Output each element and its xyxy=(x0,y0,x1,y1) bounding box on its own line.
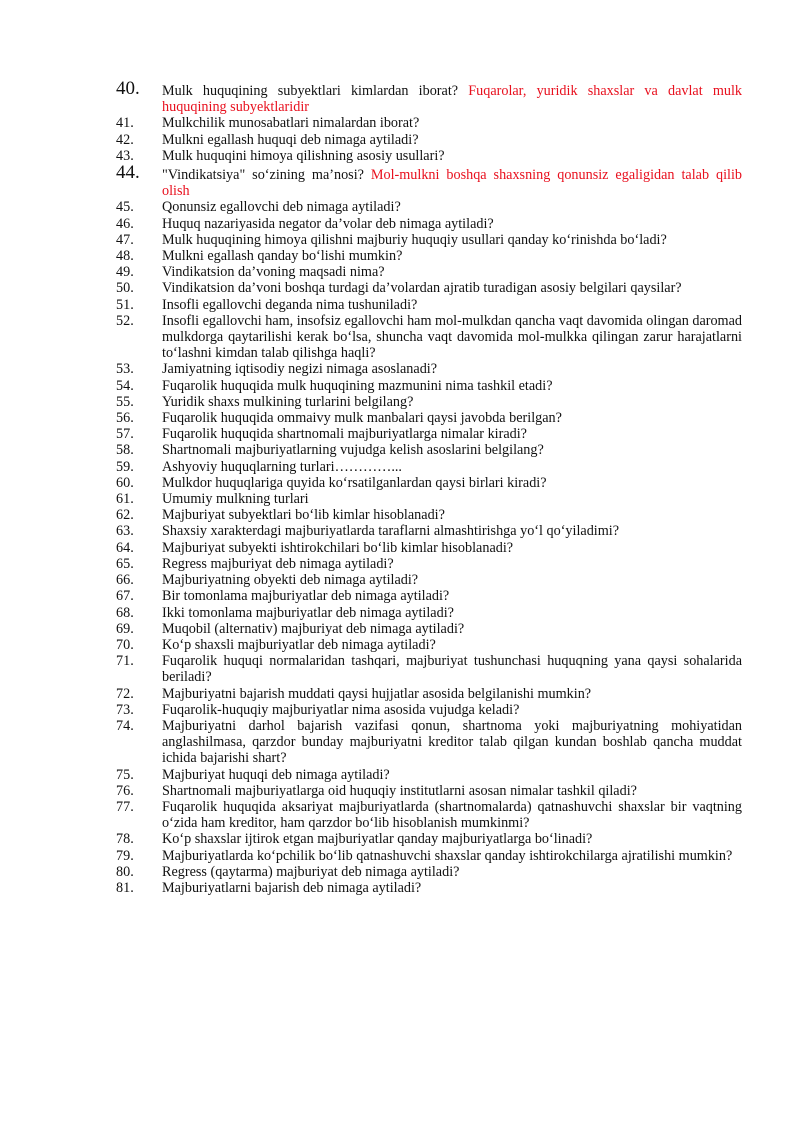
item-number: 79. xyxy=(116,847,134,864)
question-text: Majburiyatlarda ko‘pchilik bo‘lib qatnashuvchi shaxslar qanday ishtirokchilarga ajratilishi mumkin? xyxy=(162,847,733,864)
item-number: 49. xyxy=(116,264,134,281)
question-text: Insofli egallovchi ham, insofsiz egallovchi ham mol-mulkdan qancha vaqt davomida olingan daromad mulkdorga qaytarilishi kerak bo‘lsa, shuncha vaqt davomida mol-mulkka qilingan zarur harajatlarni to‘lashni kimdan talab qilishga haqli? xyxy=(162,312,742,362)
question-text: Mulk huquqini himoya qilishning asosiy usullari? xyxy=(162,147,445,164)
item-number: 60. xyxy=(116,474,134,491)
question-text: Ashyoviy huquqlarning turlari…………... xyxy=(162,458,402,475)
list-item xyxy=(0,507,800,523)
item-number: 76. xyxy=(116,782,134,799)
list-item xyxy=(0,459,800,475)
list-item xyxy=(0,162,800,200)
item-number: 59. xyxy=(116,458,134,475)
item-number: 77. xyxy=(116,798,134,815)
list-item xyxy=(0,686,800,702)
item-number: 75. xyxy=(116,766,134,783)
question-text: Ikki tomonlama majburiyatlar deb nimaga aytiladi? xyxy=(162,604,454,621)
question-text: Qonunsiz egallovchi deb nimaga aytiladi? xyxy=(162,199,401,216)
item-number: 61. xyxy=(116,491,134,508)
list-item xyxy=(0,588,800,604)
list-item xyxy=(0,523,800,539)
list-item xyxy=(0,880,800,896)
item-number: 44. xyxy=(116,162,140,184)
item-number: 43. xyxy=(116,147,134,164)
list-item xyxy=(0,232,800,248)
list-item xyxy=(0,216,800,232)
question-text: Jamiyatning iqtisodiy negizi nimaga asoslanadi? xyxy=(162,361,438,378)
question-text: Majburiyatlarni bajarish deb nimaga aytiladi? xyxy=(162,879,422,896)
list-item xyxy=(0,394,800,410)
item-number: 55. xyxy=(116,393,134,410)
list-item xyxy=(0,280,800,296)
list-item xyxy=(0,115,800,131)
item-number: 70. xyxy=(116,636,134,653)
item-number: 40. xyxy=(116,78,140,99)
question-text: Mulkdor huquqlariga quyida ko‘rsatilganlardan qaysi birlari kiradi? xyxy=(162,474,547,491)
question-text: Regress (qaytarma) majburiyat deb nimaga aytiladi? xyxy=(162,863,460,880)
list-item xyxy=(0,556,800,572)
item-number: 52. xyxy=(116,312,134,329)
question-text: Fuqarolik-huquqiy majburiyatlar nima asosida vujudga keladi? xyxy=(162,701,520,718)
question-text: Muqobil (alternativ) majburiyat deb nimaga aytiladi? xyxy=(162,620,465,637)
question-text: Regress majburiyat deb nimaga aytiladi? xyxy=(162,555,394,572)
item-number: 46. xyxy=(116,215,134,232)
list-item xyxy=(0,361,800,377)
item-number: 45. xyxy=(116,199,134,216)
item-number: 56. xyxy=(116,410,134,427)
question-text: Huquq nazariyasida negator da’volar deb nimaga aytiladi? xyxy=(162,215,494,232)
question-text: Mulkni egallash qanday bo‘lishi mumkin? xyxy=(162,248,403,265)
item-number: 50. xyxy=(116,280,134,297)
list-item xyxy=(0,783,800,799)
question-text: "Vindikatsiya" so‘zining ma’nosi? xyxy=(162,167,371,184)
question-text: Mulk huquqining himoya qilishni majburiy huquqiy usullari qanday ko‘rinishda bo‘ladi? xyxy=(162,231,667,248)
question-text: Vindikatsion da’voning maqsadi nima? xyxy=(162,264,385,281)
item-number: 68. xyxy=(116,604,134,621)
list-item xyxy=(0,605,800,621)
list-item xyxy=(0,313,800,362)
list-item xyxy=(0,767,800,783)
question-text: Fuqarolik huquqida mulk huquqining mazmunini nima tashkil etadi? xyxy=(162,377,553,394)
question-text: Majburiyatning obyekti deb nimaga aytiladi? xyxy=(162,572,419,589)
item-number: 78. xyxy=(116,831,134,848)
item-number: 66. xyxy=(116,572,134,589)
question-text: Mulk huquqining subyektlari kimlardan iborat? xyxy=(162,83,469,99)
question-text: Fuqarolik huquqida shartnomali majburiyatlarga nimalar kiradi? xyxy=(162,426,527,443)
list-item xyxy=(0,572,800,588)
item-number: 57. xyxy=(116,426,134,443)
question-text: Majburiyat subyektlari bo‘lib kimlar hisoblanadi? xyxy=(162,507,445,524)
question-text: Fuqarolik huquqida ommaivy mulk manbalari qaysi javobda berilgan? xyxy=(162,410,562,427)
question-text: Fuqarolik huquqida aksariyat majburiyatlarda (shartnomalarda) qatnashuvchi shaxslar bir vaqtning o‘zida ham kreditor, ham qarzdor bo‘lib hisoblanish mumkinmi? xyxy=(162,798,742,832)
item-number: 67. xyxy=(116,588,134,605)
list-item xyxy=(0,864,800,880)
item-number: 71. xyxy=(116,653,134,670)
item-number: 72. xyxy=(116,685,134,702)
list-item xyxy=(0,248,800,264)
item-number: 53. xyxy=(116,361,134,378)
item-number: 81. xyxy=(116,879,134,896)
question-text: Shartnomali majburiyatlarga oid huquqiy institutlarni asosan nimalar tashkil qiladi? xyxy=(162,782,637,799)
list-item xyxy=(0,475,800,491)
list-item xyxy=(0,199,800,215)
item-number: 65. xyxy=(116,555,134,572)
answer-text: Fuqarolar, yuridik shaxslar va davlat mulk huquqining subyektlaridir xyxy=(162,83,742,116)
answer-text: Mol-mulkni boshqa shaxsning qonunsiz egaligidan talab qilib olish xyxy=(162,167,742,200)
question-text: Ko‘p shaxsli majburiyatlar deb nimaga aytiladi? xyxy=(162,636,436,653)
item-number: 63. xyxy=(116,523,134,540)
item-number: 62. xyxy=(116,507,134,524)
item-number: 69. xyxy=(116,620,134,637)
question-text: Majburiyat subyekti ishtirokchilari bo‘lib kimlar hisoblanadi? xyxy=(162,539,514,556)
list-item xyxy=(0,653,800,685)
item-number: 48. xyxy=(116,248,134,265)
list-item xyxy=(0,426,800,442)
question-text: Majburiyat huquqi deb nimaga aytiladi? xyxy=(162,766,390,783)
question-text: Fuqarolik huquqi normalaridan tashqari, majburiyat tushunchasi huquqning yana qaysi sohalarida beriladi? xyxy=(162,653,742,686)
item-number: 80. xyxy=(116,863,134,880)
question-text: Mulkchilik munosabatlari nimalardan iborat? xyxy=(162,115,420,132)
list-item xyxy=(0,637,800,653)
question-text: Vindikatsion da’voni boshqa turdagi da’volardan ajratib turadigan asosiy belgilari qaysilar? xyxy=(162,280,682,297)
item-number: 73. xyxy=(116,701,134,718)
list-item xyxy=(0,297,800,313)
list-item xyxy=(0,132,800,148)
item-number: 64. xyxy=(116,539,134,556)
item-number: 74. xyxy=(116,717,134,734)
list-item xyxy=(0,378,800,394)
item-number: 47. xyxy=(116,231,134,248)
question-text: Shaxsiy xarakterdagi majburiyatlarda taraflarni almashtirishga yo‘l qo‘yiladimi? xyxy=(162,523,619,540)
question-text: Majburiyatni bajarish muddati qaysi hujjatlar asosida belgilanishi mumkin? xyxy=(162,685,592,702)
list-item xyxy=(0,540,800,556)
list-item xyxy=(0,799,800,831)
list-item xyxy=(0,831,800,847)
item-number: 42. xyxy=(116,131,134,148)
question-text: Insofli egallovchi deganda nima tushuniladi? xyxy=(162,296,418,313)
question-text: Ko‘p shaxslar ijtirok etgan majburiyatlar qanday majburiyatlarga bo‘linadi? xyxy=(162,831,593,848)
item-number: 51. xyxy=(116,296,134,313)
list-item xyxy=(0,718,800,767)
question-text: Mulkni egallash huquqi deb nimaga aytiladi? xyxy=(162,131,419,148)
question-text: Shartnomali majburiyatlarning vujudga kelish asoslarini belgilang? xyxy=(162,442,544,459)
list-item xyxy=(0,78,800,116)
list-item xyxy=(0,621,800,637)
question-text: Yuridik shaxs mulkining turlarini belgilang? xyxy=(162,393,414,410)
list-item xyxy=(0,702,800,718)
question-text: Bir tomonlama majburiyatlar deb nimaga aytiladi? xyxy=(162,588,450,605)
list-item xyxy=(0,848,800,864)
item-number: 41. xyxy=(116,115,134,132)
question-list xyxy=(0,80,800,896)
list-item xyxy=(0,442,800,458)
item-number: 54. xyxy=(116,377,134,394)
list-item xyxy=(0,264,800,280)
list-item xyxy=(0,491,800,507)
question-text: Umumiy mulkning turlari xyxy=(162,491,309,508)
item-number: 58. xyxy=(116,442,134,459)
question-text: Majburiyatni darhol bajarish vazifasi qonun, shartnoma yoki majburiyatning mohiyatidan anglashilmasa, qarzdor bunday majburiyatni kreditor talab qilgan kundan boshlab qancha muddat ichida bajarishi shart? xyxy=(162,717,742,767)
list-item xyxy=(0,410,800,426)
